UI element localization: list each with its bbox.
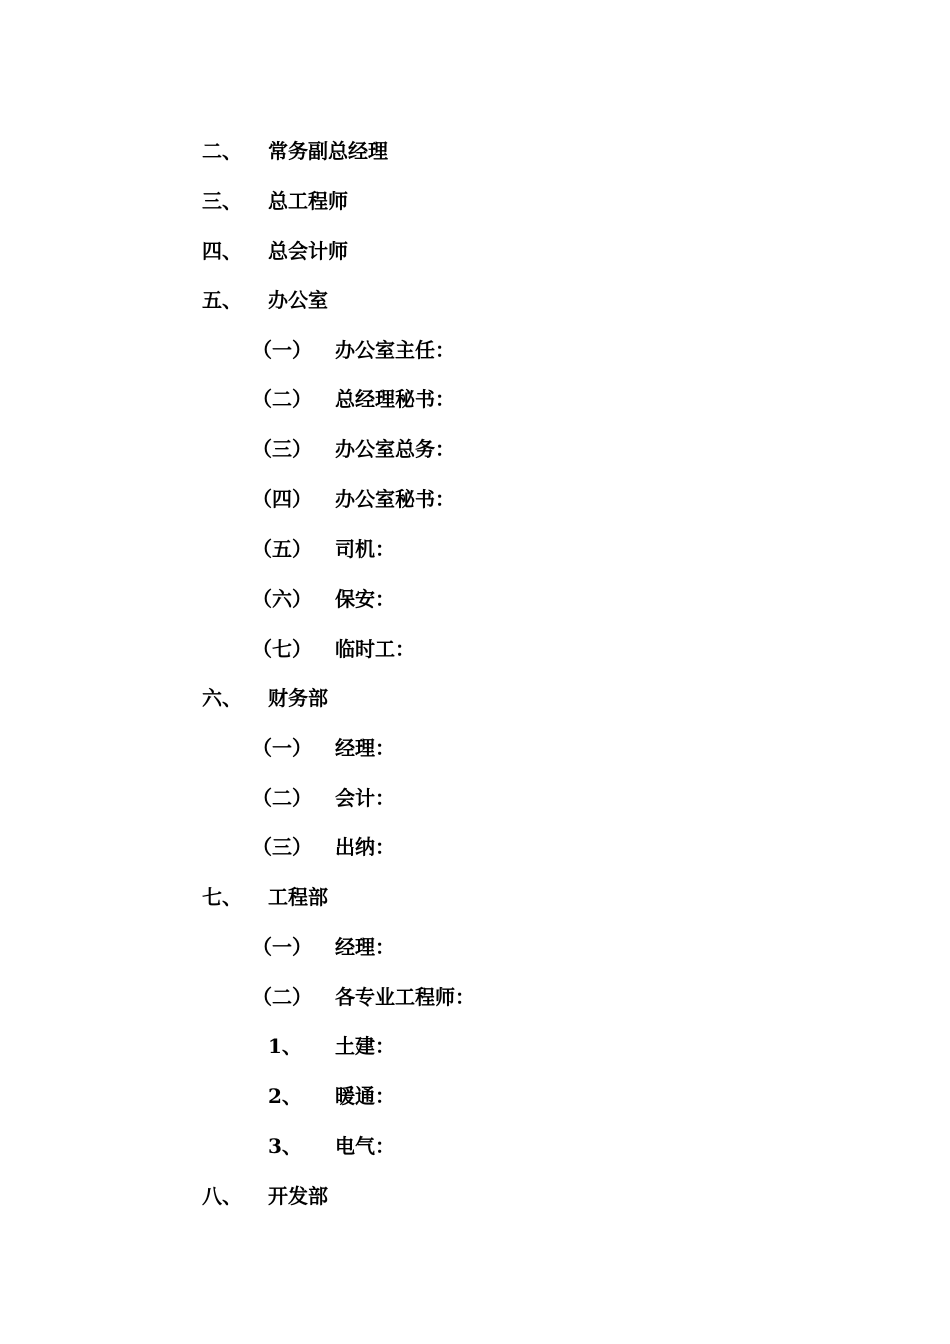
item-number: 三、: [202, 189, 242, 213]
item-text: 常务副总经理: [268, 139, 388, 163]
item-number: （三）: [252, 835, 312, 859]
item-number: （一）: [252, 935, 312, 959]
item-text: 经理：: [335, 935, 395, 959]
item-text: 会计：: [335, 786, 395, 810]
item-number: （一）: [252, 338, 312, 362]
item-number: 七、: [202, 885, 242, 909]
item-number: 八、: [202, 1184, 242, 1208]
item-text: 暖通：: [335, 1084, 395, 1108]
item-number: 六、: [202, 686, 242, 710]
item-text: 保安：: [335, 587, 395, 611]
item-text: 各专业工程师：: [335, 985, 475, 1009]
item-text: 电气：: [335, 1134, 395, 1158]
item-number: （二）: [252, 387, 312, 411]
item-text: 开发部: [268, 1184, 328, 1208]
item-number: （七）: [252, 637, 312, 661]
item-text: 工程部: [268, 885, 328, 909]
item-text: 总会计师: [268, 239, 348, 263]
item-number: （一）: [252, 736, 312, 760]
item-text: 财务部: [268, 686, 328, 710]
item-text: 总工程师: [268, 189, 348, 213]
item-text: 总经理秘书：: [335, 387, 455, 411]
item-number: （二）: [252, 985, 312, 1009]
item-text: 出纳：: [335, 835, 395, 859]
item-text: 办公室主任：: [335, 338, 455, 362]
item-number: 二、: [202, 139, 242, 163]
item-text: 办公室: [268, 288, 328, 312]
item-text: 经理：: [335, 736, 395, 760]
item-number: 五、: [202, 288, 242, 312]
item-number: （三）: [252, 437, 312, 461]
item-text: 土建：: [335, 1034, 395, 1058]
item-number: （五）: [252, 537, 312, 561]
item-text: 司机：: [335, 537, 395, 561]
item-number: （六）: [252, 587, 312, 611]
item-number: 1、: [268, 1034, 302, 1058]
item-number: 四、: [202, 239, 242, 263]
item-text: 办公室秘书：: [335, 487, 455, 511]
item-text: 临时工：: [335, 637, 415, 661]
item-number: 2、: [268, 1084, 302, 1108]
item-number: （四）: [252, 487, 312, 511]
item-number: （二）: [252, 786, 312, 810]
item-text: 办公室总务：: [335, 437, 455, 461]
item-number: 3、: [268, 1134, 302, 1158]
